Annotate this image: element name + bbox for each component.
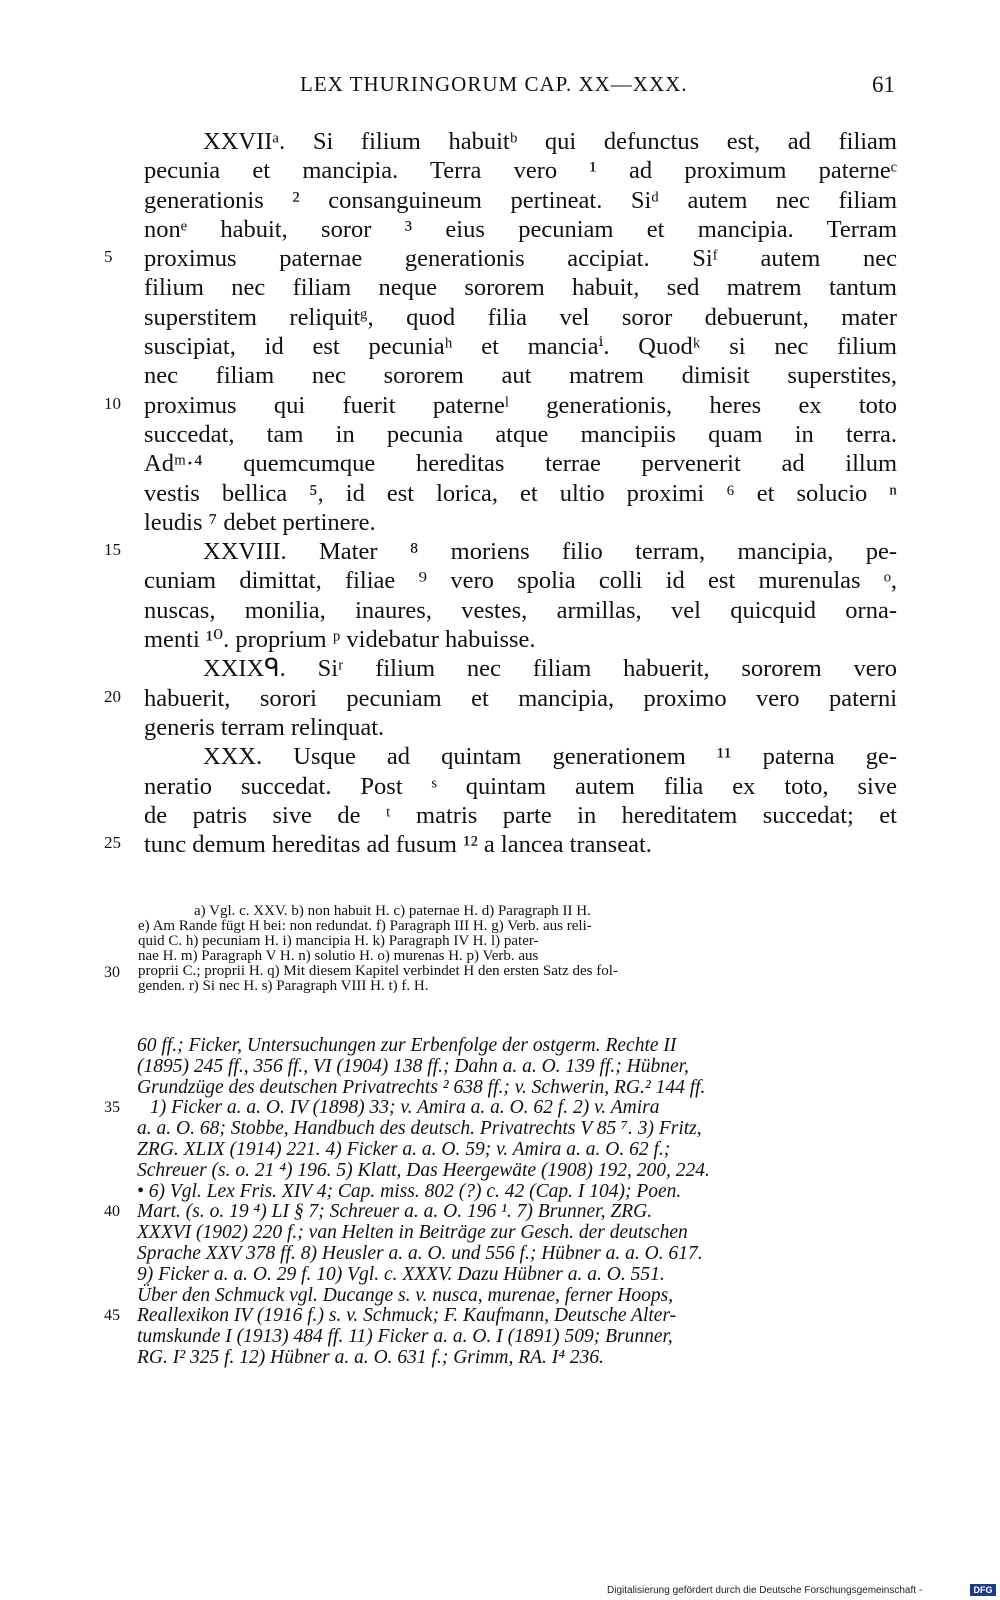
critical-apparatus [0,904,1000,994]
apparatus-line [0,979,1000,994]
footnote-line [0,1140,1000,1161]
footnote-line-text: 9) Ficker a. a. O. 29 f. 10) Vgl. c. XXXV. Dazu Hübner a. a. O. 551. [137,1263,665,1285]
dfg-logo: DFG [970,1584,996,1596]
line-number: 35 [104,1099,120,1117]
text-line-text: XXVIII. Mater ⁸ moriens filio terram, mancipia, pe- [203,538,897,566]
footnotes [0,1036,1000,1369]
footnote-line-text: a. a. O. 68; Stobbe, Handbuch des deutsch. Privatrechts V 85 ⁷. 3) Fritz, [137,1118,702,1140]
text-line [0,802,1000,831]
footnote-line [0,1202,1000,1223]
text-line-text: pecunia et mancipia. Terra vero ¹ ad proximum paterneᶜ [144,157,897,185]
text-line [0,597,1000,626]
footnote-line-text: Reallexikon IV (1916 f.) s. v. Schmuck; F. Kaufmann, Deutsche Alter- [137,1305,677,1327]
line-number: 10 [104,393,121,413]
footnote-line-text: 1) Ficker a. a. O. IV (1898) 33; v. Amira a. a. O. 62 f. 2) v. Amira [150,1097,660,1119]
text-line [0,831,1000,860]
text-line-text: de patris sive de ᵗ matris parte in hereditatem succedat; et [144,801,897,829]
text-line [0,714,1000,743]
apparatus-line [0,934,1000,949]
text-line-text: neratio succedat. Post ˢ quintam autem filia ex toto, sive [144,772,897,800]
footnote-line [0,1223,1000,1244]
line-number: 30 [104,964,120,981]
footnote-line-text: Grundzüge des deutschen Privatrechts ² 638 ff.; v. Schwerin, RG.² 144 ff. [137,1076,706,1098]
line-number: 25 [104,833,121,853]
footnote-line [0,1036,1000,1057]
line-number: 45 [104,1307,120,1325]
digitization-note: Digitalisierung gefördert durch die Deutsche Forschungsgemeinschaft - [607,1585,923,1596]
main-text [0,128,1000,860]
text-line-text: tunc demum hereditas ad fusum ¹² a lancea transeat. [144,831,652,859]
footnote-line-text: XXXVI (1902) 220 f.; van Helten in Beiträge zur Gesch. der deutschen [137,1222,688,1244]
text-line-text: Adᵐ·⁴ quemcumque hereditas terrae pervenerit ad illum [144,450,897,478]
text-line [0,187,1000,216]
apparatus-line-text: nae H. m) Paragraph V H. n) solutio H. o) murenas H. p) Verb. aus [138,948,539,964]
text-line [0,509,1000,538]
text-line [0,626,1000,655]
footnote-line-text: RG. I² 325 f. 12) Hübner a. a. O. 631 f.; Grimm, RA. I⁴ 236. [137,1346,605,1368]
text-line [0,157,1000,186]
footnote-line [0,1119,1000,1140]
footnote-line-text: Mart. (s. o. 19 ⁴) LI § 7; Schreuer a. a. O. 196 ¹. 7) Brunner, ZRG. [137,1201,653,1223]
text-line [0,538,1000,567]
footnote-line-text: • 6) Vgl. Lex Fris. XIV 4; Cap. miss. 802 (?) c. 42 (Cap. I 104); Poen. [137,1180,682,1202]
text-line-text: generationis ² consanguineum pertineat. Siᵈ autem nec filiam [144,186,897,214]
text-line [0,685,1000,714]
footnote-line [0,1161,1000,1182]
line-number: 40 [104,1203,120,1221]
text-line [0,392,1000,421]
footnote-line [0,1182,1000,1203]
text-line [0,304,1000,333]
footnote-line [0,1265,1000,1286]
line-number: 5 [104,247,113,267]
text-line-text: XXVIIᵃ. Si filium habuitᵇ qui defunctus est, ad filiam [203,128,897,155]
apparatus-line-text: quid C. h) pecuniam H. i) mancipia H. k) Paragraph IV H. l) pater- [138,933,539,949]
apparatus-line [0,949,1000,964]
text-line-text: XXX. Usque ad quintam generationem ¹¹ paterna ge- [203,743,897,771]
footnote-line-text: (1895) 245 ff., 356 ff., VI (1904) 138 ff.; Dahn a. a. O. 139 ff.; Hübner, [137,1055,689,1077]
text-line [0,362,1000,391]
text-line [0,421,1000,450]
text-line-text: suscipiat, id est pecuniaʰ et manciaⁱ. Quodᵏ si nec filium [144,333,897,361]
apparatus-line-text: proprii C.; proprii H. q) Mit diesem Kapitel verbindet H den ersten Satz des fol- [138,963,618,979]
text-line-text: cuniam dimittat, filiae ⁹ vero spolia colli id est murenulas ᵒ, [144,567,897,595]
line-number: 20 [104,686,121,706]
text-line-text: XXIXᑫ. Siʳ filium nec filiam habuerit, sororem vero [203,655,897,683]
text-line [0,743,1000,772]
apparatus-line [0,919,1000,934]
footnote-line [0,1286,1000,1307]
running-head: LEX THURINGORUM CAP. XX—XXX. [300,72,688,96]
text-line-text: proximus paternae generationis accipiat. Siᶠ autem nec [144,245,897,273]
apparatus-line-text: a) Vgl. c. XXV. b) non habuit H. c) paternae H. d) Paragraph II H. [194,903,591,919]
text-line-text: superstitem reliquitᵍ, quod filia vel soror debuerunt, mater [144,303,897,331]
text-line [0,480,1000,509]
page-number: 61 [872,72,895,97]
text-line [0,274,1000,303]
text-line [0,450,1000,479]
footnote-line [0,1327,1000,1348]
text-line-text: generis terram relinquat. [144,713,385,741]
footnote-line [0,1306,1000,1327]
text-line [0,773,1000,802]
text-line-text: nonᵉ habuit, soror ³ eius pecuniam et mancipia. Terram [144,215,897,243]
apparatus-line-text: e) Am Rande fügt H bei: non redundat. f) Paragraph III H. g) Verb. aus reli- [138,918,592,934]
footnote-line [0,1057,1000,1078]
apparatus-line [0,904,1000,919]
apparatus-line-text: genden. r) Si nec H. s) Paragraph VIII H. t) f. H. [138,978,429,994]
text-line-text: succedat, tam in pecunia atque mancipiis quam in terra. [144,420,897,448]
footnote-line-text: Sprache XXV 378 ff. 8) Heusler a. a. O. und 556 f.; Hübner a. a. O. 617. [137,1242,703,1264]
footnote-line [0,1098,1000,1119]
footnote-line [0,1078,1000,1099]
text-line-text: nec filiam nec sororem aut matrem dimisit superstites, [144,362,897,390]
footnote-line-text: Über den Schmuck vgl. Ducange s. v. nusca, murenae, ferner Hoops, [137,1284,674,1306]
footnote-line-text: Schreuer (s. o. 21 ⁴) 196. 5) Klatt, Das Heergewäte (1908) 192, 200, 224. [137,1159,710,1181]
text-line-text: filium nec filiam neque sororem habuit, sed matrem tantum [144,274,897,302]
text-line-text: proximus qui fuerit paterneˡ generationis, heres ex toto [144,391,897,419]
text-line-text: nuscas, monilia, inaures, vestes, armillas, vel quicquid orna- [144,596,897,624]
text-line [0,655,1000,684]
text-line [0,567,1000,596]
text-line-text: vestis bellica ⁵, id est lorica, et ultio proximi ⁶ et solucio ⁿ [144,479,897,507]
text-line [0,333,1000,362]
footnote-line [0,1244,1000,1265]
text-line-text: leudis ⁷ debet pertinere. [144,508,376,536]
apparatus-line [0,964,1000,979]
footnote-line-text: ZRG. XLIX (1914) 221. 4) Ficker a. a. O. 59; v. Amira a. a. O. 62 f.; [137,1138,671,1160]
text-line-text: habuerit, sorori pecuniam et mancipia, proximo vero paterni [144,684,897,712]
text-line [0,128,1000,157]
text-line [0,245,1000,274]
footnote-line [0,1348,1000,1369]
text-line [0,216,1000,245]
text-line-text: menti ¹⁰. proprium ᵖ videbatur habuisse. [144,626,536,654]
footnote-line-text: tumskunde I (1913) 484 ff. 11) Ficker a. a. O. I (1891) 509; Brunner, [137,1326,673,1348]
footnote-line-text: 60 ff.; Ficker, Untersuchungen zur Erbenfolge der ostgerm. Rechte II [137,1035,677,1056]
line-number: 15 [104,540,121,560]
